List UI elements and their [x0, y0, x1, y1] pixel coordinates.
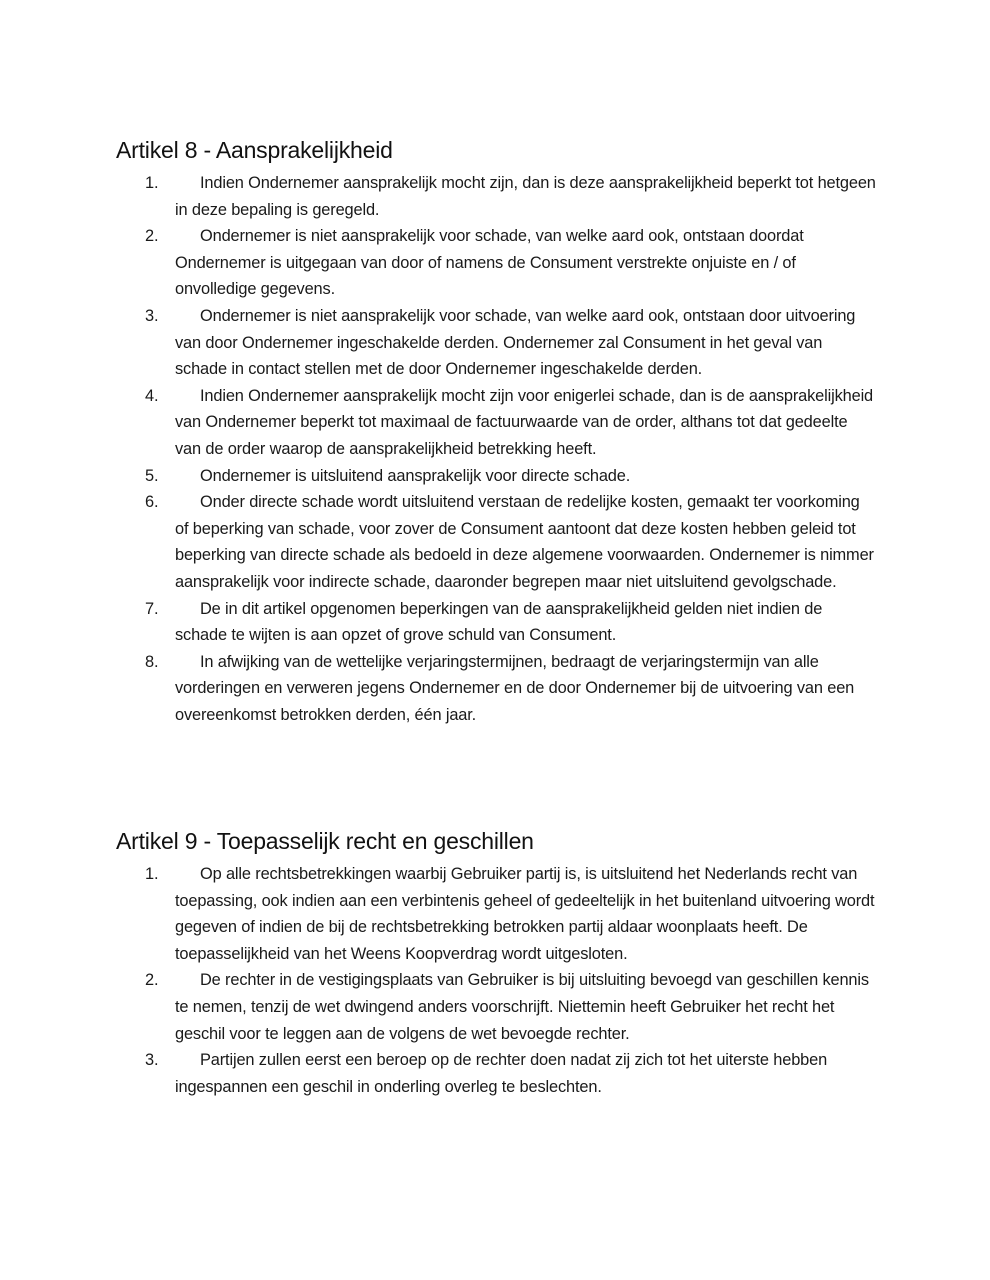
article-8	[116, 134, 876, 728]
item-text: Indien Ondernemer aansprakelijk mocht zijn, dan is deze aansprakelijkheid beperkt tot hetgeen in deze bepaling is geregeld.	[175, 174, 876, 219]
item-text: Ondernemer is uitsluitend aansprakelijk voor directe schade.	[200, 466, 631, 485]
list-item	[116, 596, 876, 649]
article-heading: Artikel 8 - Aansprakelijkheid	[116, 137, 393, 163]
article-heading: Artikel 9 - Toepasselijk recht en geschillen	[116, 828, 534, 854]
item-number: 7.	[145, 599, 159, 618]
list-item	[116, 383, 876, 463]
item-text: De in dit artikel opgenomen beperkingen van de aansprakelijkheid gelden niet indien de schade te wijten is aan opzet of grove schuld van Consument.	[175, 599, 823, 645]
item-number: 4.	[145, 386, 159, 405]
list-item	[116, 1047, 876, 1100]
item-text: Onder directe schade wordt uitsluitend verstaan de redelijke kosten, gemaakt ter voorkoming of beperking van schade, voor zover de Consument aantoont dat deze kosten hebben geleid tot beperking van directe schade als bedoeld in deze algemene voorwaarden. Ondernemer is nimmer aansprakelijk voor indirecte schade, daaronder begrepen maar niet uitsluitend gevolgschade.	[175, 493, 874, 591]
list-item	[116, 303, 876, 383]
item-number: 5.	[145, 466, 159, 485]
list-item	[116, 170, 876, 223]
item-text: De rechter in de vestigingsplaats van Gebruiker is bij uitsluiting bevoegd van geschillen kennis te nemen, tenzij de wet dwingend anders voorschrijft. Niettemin heeft Gebruiker het recht het geschil voor te leggen aan de volgens de wet bevoegde rechter.	[175, 971, 869, 1043]
item-number: 2.	[145, 971, 159, 990]
item-number: 1.	[145, 174, 159, 192]
item-number: 2.	[145, 227, 159, 246]
item-number: 6.	[145, 493, 159, 512]
item-text: Ondernemer is niet aansprakelijk voor schade, van welke aard ook, ontstaan door uitvoering van door Ondernemer ingeschakelde derden. Ondernemer zal Consument in het geval van schade in contact stellen met de door Ondernemer ingeschakelde derden.	[175, 306, 856, 379]
list-item	[116, 223, 876, 303]
item-text: Partijen zullen eerst een beroep op de rechter doen nadat zij zich tot het uiterste hebben ingespannen een geschil in onderling overleg te beslechten.	[175, 1051, 828, 1096]
item-text: Op alle rechtsbetrekkingen waarbij Gebruiker partij is, is uitsluitend het Nederlands recht van toepassing, ook indien aan een verbintenis geheel of gedeeltelijk in het buitenland uitvoering wordt gegeven of indien de bij de rechtsbetrekking betrokken partij aldaar woonplaats heeft. De toepasselijkheid van het Weens Koopverdrag wordt uitgesloten.	[175, 865, 875, 963]
list-item	[116, 967, 876, 1047]
item-text: Indien Ondernemer aansprakelijk mocht zijn voor enigerlei schade, dan is de aansprakelijkheid van Ondernemer beperkt tot maximaal de factuurwaarde van de order, althans tot dat gedeelte van de order waarop de aansprakelijkheid betrekking heeft.	[175, 386, 874, 458]
list-item	[116, 649, 876, 729]
item-text: In afwijking van de wettelijke verjaringstermijnen, bedraagt de verjaringstermijn van alle vorderingen en verweren jegens Ondernemer en de door Ondernemer bij de uitvoering van een overeenkomst betrokken derden, één jaar.	[175, 652, 855, 724]
item-text: Ondernemer is niet aansprakelijk voor schade, van welke aard ook, ontstaan doordat Ondernemer is uitgegaan van door of namens de Consument verstrekte onjuiste en / of onvolledige gegevens.	[175, 227, 804, 299]
article-items	[116, 861, 876, 1100]
item-number: 8.	[145, 652, 159, 671]
article-items	[116, 170, 876, 728]
list-item	[116, 861, 876, 967]
item-number: 3.	[145, 1051, 159, 1070]
article-9	[116, 825, 876, 1100]
item-number: 1.	[145, 865, 159, 883]
list-item	[116, 489, 876, 595]
list-item	[116, 463, 876, 490]
item-number: 3.	[145, 306, 159, 325]
